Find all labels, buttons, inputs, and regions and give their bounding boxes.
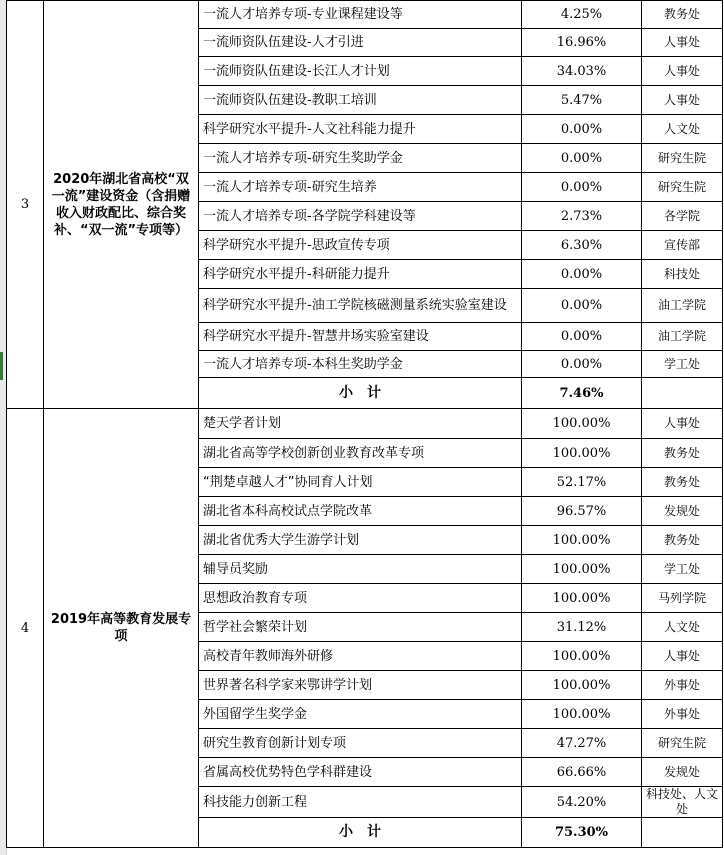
execution-rate-cell[interactable]: 0.00% [522, 173, 642, 202]
project-name-cell[interactable]: 楚天学者计划 [199, 409, 522, 439]
project-name-cell[interactable]: 科学研究水平提升-思政宣传专项 [199, 231, 522, 260]
responsible-department-cell[interactable]: 马列学院 [642, 584, 723, 613]
responsible-department-cell[interactable]: 人文处 [642, 613, 723, 642]
project-name-cell[interactable]: 科学研究水平提升-智慧井场实验室建设 [199, 323, 522, 351]
responsible-department-cell[interactable]: 学工处 [642, 555, 723, 584]
active-row-indicator [0, 352, 3, 380]
project-name-cell[interactable]: 一流师资队伍建设-人才引进 [199, 29, 522, 57]
execution-rate-cell[interactable]: 0.00% [522, 260, 642, 289]
fund-category-cell[interactable]: 2020年湖北省高校“双一流”建设资金（含捐赠收入财政配比、综合奖补、“双一流”专项等） [44, 1, 199, 409]
execution-rate-cell[interactable]: 100.00% [522, 526, 642, 555]
responsible-department-cell[interactable]: 教务处 [642, 468, 723, 497]
execution-rate-cell[interactable]: 31.12% [522, 613, 642, 642]
project-name-cell[interactable]: 高校青年教师海外研修 [199, 642, 522, 671]
responsible-department-cell[interactable]: 外事处 [642, 671, 723, 700]
execution-rate-cell[interactable]: 0.00% [522, 115, 642, 144]
responsible-department-cell[interactable]: 油工学院 [642, 289, 723, 323]
execution-rate-cell[interactable]: 66.66% [522, 758, 642, 787]
responsible-department-cell[interactable]: 研究生院 [642, 144, 723, 173]
execution-rate-cell[interactable]: 4.25% [522, 1, 642, 29]
execution-rate-cell[interactable]: 100.00% [522, 584, 642, 613]
subtotal-rate-cell[interactable]: 7.46% [522, 378, 642, 409]
execution-rate-cell[interactable]: 100.00% [522, 671, 642, 700]
responsible-department-cell[interactable]: 教务处 [642, 526, 723, 555]
responsible-department-cell[interactable]: 各学院 [642, 202, 723, 231]
project-name-cell[interactable]: 一流人才培养专项-本科生奖助学金 [199, 351, 522, 378]
project-name-cell[interactable]: 一流师资队伍建设-教职工培训 [199, 86, 522, 115]
responsible-department-cell[interactable]: 科技处 [642, 260, 723, 289]
execution-rate-cell[interactable]: 96.57% [522, 497, 642, 526]
budget-execution-table [6, 0, 723, 848]
responsible-department-cell[interactable]: 人事处 [642, 409, 723, 439]
execution-rate-cell[interactable]: 34.03% [522, 57, 642, 86]
responsible-department-cell[interactable]: 发规处 [642, 497, 723, 526]
responsible-department-cell[interactable]: 教务处 [642, 439, 723, 468]
subtotal-label-cell[interactable]: 小计 [199, 378, 522, 409]
project-name-cell[interactable]: 思想政治教育专项 [199, 584, 522, 613]
execution-rate-cell[interactable]: 100.00% [522, 642, 642, 671]
execution-rate-cell[interactable]: 100.00% [522, 409, 642, 439]
project-name-cell[interactable]: 一流师资队伍建设-长江人才计划 [199, 57, 522, 86]
project-name-cell[interactable]: 湖北省优秀大学生游学计划 [199, 526, 522, 555]
item-number-cell[interactable]: 4 [7, 409, 44, 848]
subtotal-department-cell[interactable] [642, 378, 723, 409]
execution-rate-cell[interactable]: 0.00% [522, 144, 642, 173]
execution-rate-cell[interactable]: 100.00% [522, 555, 642, 584]
project-name-cell[interactable]: 湖北省本科高校试点学院改革 [199, 497, 522, 526]
project-name-cell[interactable]: “荆楚卓越人才”协同育人计划 [199, 468, 522, 497]
execution-rate-cell[interactable]: 47.27% [522, 729, 642, 758]
table-row [7, 409, 723, 439]
responsible-department-cell[interactable]: 人事处 [642, 642, 723, 671]
execution-rate-cell[interactable]: 100.00% [522, 700, 642, 729]
execution-rate-cell[interactable]: 0.00% [522, 323, 642, 351]
project-name-cell[interactable]: 外国留学生奖学金 [199, 700, 522, 729]
responsible-department-cell[interactable]: 人文处 [642, 115, 723, 144]
project-name-cell[interactable]: 科学研究水平提升-科研能力提升 [199, 260, 522, 289]
execution-rate-cell[interactable]: 0.00% [522, 351, 642, 378]
project-name-cell[interactable]: 科技能力创新工程 [199, 787, 522, 818]
project-name-cell[interactable]: 世界著名科学家来鄂讲学计划 [199, 671, 522, 700]
responsible-department-cell[interactable]: 人事处 [642, 57, 723, 86]
project-name-cell[interactable]: 辅导员奖励 [199, 555, 522, 584]
responsible-department-cell[interactable]: 发规处 [642, 758, 723, 787]
execution-rate-cell[interactable]: 52.17% [522, 468, 642, 497]
item-number-cell[interactable]: 3 [7, 1, 44, 409]
project-name-cell[interactable]: 省属高校优势特色学科群建设 [199, 758, 522, 787]
responsible-department-cell[interactable]: 外事处 [642, 700, 723, 729]
project-name-cell[interactable]: 哲学社会繁荣计划 [199, 613, 522, 642]
responsible-department-cell[interactable]: 宣传部 [642, 231, 723, 260]
execution-rate-cell[interactable]: 6.30% [522, 231, 642, 260]
responsible-department-cell[interactable]: 人事处 [642, 29, 723, 57]
project-name-cell[interactable]: 一流人才培养专项-各学院学科建设等 [199, 202, 522, 231]
project-name-cell[interactable]: 科学研究水平提升-油工学院核磁测量系统实验室建设 [199, 289, 522, 323]
execution-rate-cell[interactable]: 100.00% [522, 439, 642, 468]
fund-category-cell[interactable]: 2019年高等教育发展专项 [44, 409, 199, 848]
responsible-department-cell[interactable]: 教务处 [642, 1, 723, 29]
responsible-department-cell[interactable]: 学工处 [642, 351, 723, 378]
execution-rate-cell[interactable]: 2.73% [522, 202, 642, 231]
project-name-cell[interactable]: 一流人才培养专项-专业课程建设等 [199, 1, 522, 29]
project-name-cell[interactable]: 科学研究水平提升-人文社科能力提升 [199, 115, 522, 144]
responsible-department-cell[interactable]: 油工学院 [642, 323, 723, 351]
responsible-department-cell[interactable]: 人事处 [642, 86, 723, 115]
responsible-department-cell[interactable]: 研究生院 [642, 729, 723, 758]
execution-rate-cell[interactable]: 5.47% [522, 86, 642, 115]
execution-rate-cell[interactable]: 16.96% [522, 29, 642, 57]
subtotal-department-cell[interactable] [642, 818, 723, 848]
project-name-cell[interactable]: 一流人才培养专项-研究生奖助学金 [199, 144, 522, 173]
subtotal-label-cell[interactable]: 小计 [199, 818, 522, 848]
subtotal-rate-cell[interactable]: 75.30% [522, 818, 642, 848]
execution-rate-cell[interactable]: 54.20% [522, 787, 642, 818]
responsible-department-cell[interactable]: 研究生院 [642, 173, 723, 202]
project-name-cell[interactable]: 研究生教育创新计划专项 [199, 729, 522, 758]
project-name-cell[interactable]: 一流人才培养专项-研究生培养 [199, 173, 522, 202]
project-name-cell[interactable]: 湖北省高等学校创新创业教育改革专项 [199, 439, 522, 468]
execution-rate-cell[interactable]: 0.00% [522, 289, 642, 323]
responsible-department-cell[interactable]: 科技处、人文处 [642, 787, 723, 818]
table-row [7, 1, 723, 29]
